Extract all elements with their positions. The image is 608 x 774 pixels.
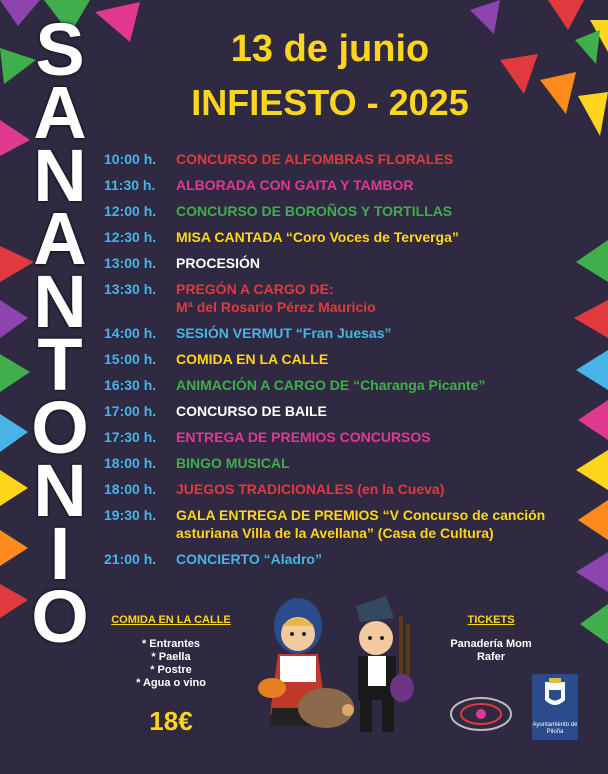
vertical-title (22, 8, 98, 658)
shop-item: Rafer (476, 651, 506, 663)
title-letter: O (31, 575, 89, 658)
schedule-time: 11:30 h. (104, 177, 156, 193)
crest-caption: Ayuntamiento de Piloña (532, 722, 578, 735)
menu-list (96, 638, 246, 690)
event-date: 13 de junio (230, 28, 430, 70)
schedule-description-text: CONCURSO DE BAILE (176, 403, 327, 419)
title-letter: T (37, 323, 83, 406)
schedule-description (176, 402, 579, 420)
schedule-row (104, 176, 579, 194)
schedule-description-text: MISA CANTADA “Coro Voces de Terverga” (176, 229, 459, 245)
asturian-children-bagpipe-illustration (256, 596, 416, 746)
title-letter: N (33, 134, 87, 217)
schedule-time: 21:00 h. (104, 551, 157, 567)
schedule-time: 18:00 h. (104, 481, 157, 497)
title-letter: N (33, 260, 87, 343)
event-place-year: INFIESTO - 2025 (191, 82, 469, 123)
schedule-description-text: PROCESIÓN (176, 255, 261, 271)
price: 18€ (149, 706, 193, 736)
schedule-row (104, 376, 579, 394)
schedule-description (176, 254, 579, 272)
schedule-description-text: GALA ENTREGA DE PREMIOS “V Concurso de canción asturiana Villa de la Avellana” (Casa de Cultura) (176, 507, 546, 541)
schedule-time: 17:30 h. (104, 429, 157, 445)
schedule-time: 15:00 h. (104, 351, 157, 367)
schedule-description (176, 176, 579, 194)
schedule-description (176, 202, 579, 220)
schedule-description-text: ANIMACIÓN A CARGO DE “Charanga Picante” (176, 377, 486, 393)
schedule-description (176, 428, 579, 446)
comida-heading: COMIDA EN LA CALLE (111, 614, 231, 626)
title-letter: I (49, 512, 71, 595)
schedule-row (104, 454, 579, 472)
schedule-row (104, 428, 579, 446)
schedule-description-text: COMIDA EN LA CALLE (176, 351, 329, 367)
schedule-time: 10:00 h. (104, 151, 157, 167)
schedule-description (176, 280, 579, 316)
title-letter: A (33, 71, 87, 154)
schedule-description (176, 376, 579, 394)
schedule-row (104, 402, 579, 420)
shop-list (436, 638, 546, 664)
schedule-time: 12:00 h. (104, 203, 157, 219)
schedule-description-text: CONCIERTO “Aladro” (176, 551, 322, 567)
schedule-description (176, 454, 579, 472)
schedule-row (104, 202, 579, 220)
schedule-description (176, 550, 579, 568)
shop-item: Panadería Mom (450, 638, 532, 650)
schedule-time: 13:30 h. (104, 281, 157, 297)
menu-item: * Entrantes (141, 638, 201, 650)
schedule-row (104, 350, 579, 368)
menu-item: * Agua o vino (136, 677, 206, 689)
ayuntamiento-crest (532, 674, 578, 740)
crest-icon (532, 674, 578, 718)
schedule-row (104, 324, 579, 342)
schedule-time: 19:30 h. (104, 507, 157, 523)
schedule-row (104, 550, 579, 568)
circular-logo (446, 694, 516, 734)
schedule-description (176, 506, 579, 542)
schedule-description (176, 480, 579, 498)
schedule-description-text: CONCURSO DE BOROÑOS Y TORTILLAS (176, 203, 453, 219)
tickets-info (436, 614, 546, 664)
schedule-row (104, 280, 579, 316)
schedule-description-text: ENTREGA DE PREMIOS CONCURSOS (176, 429, 431, 445)
schedule-sub-description: Mª del Rosario Pérez Mauricio (176, 299, 376, 315)
schedule-row (104, 228, 579, 246)
schedule-row (104, 150, 579, 168)
schedule-description (176, 350, 579, 368)
menu-item: * Postre (150, 664, 192, 676)
schedule-time: 16:30 h. (104, 377, 157, 393)
schedule-description (176, 150, 579, 168)
schedule-row (104, 480, 579, 498)
schedule-description-text: BINGO MUSICAL (176, 455, 290, 471)
title-letter: N (33, 449, 87, 532)
schedule-description (176, 228, 579, 246)
comida-info (96, 614, 246, 737)
schedule-time: 13:00 h. (104, 255, 157, 271)
schedule-time: 14:00 h. (104, 325, 157, 341)
title-letter: O (31, 386, 89, 469)
schedule-description-text: ALBORADA CON GAITA Y TAMBOR (176, 177, 414, 193)
schedule-description-text: JUEGOS TRADICIONALES (en la Cueva) (176, 481, 445, 497)
title-letter: A (33, 197, 87, 280)
menu-item: * Paella (151, 651, 191, 663)
schedule-row (104, 506, 579, 542)
tickets-heading: TICKETS (467, 614, 515, 626)
schedule-description-text: CONCURSO DE ALFOMBRAS FLORALES (176, 151, 454, 167)
schedule-description-text: SESIÓN VERMUT “Fran Juesas” (176, 325, 392, 341)
schedule-time: 12:30 h. (104, 229, 157, 245)
schedule-description-text: PREGÓN A CARGO DE: (176, 281, 334, 297)
schedule-description (176, 324, 579, 342)
schedule-time: 18:00 h. (104, 455, 157, 471)
title-letter: S (35, 8, 85, 91)
schedule-list (104, 150, 579, 576)
schedule-row (104, 254, 579, 272)
schedule-time: 17:00 h. (104, 403, 157, 419)
